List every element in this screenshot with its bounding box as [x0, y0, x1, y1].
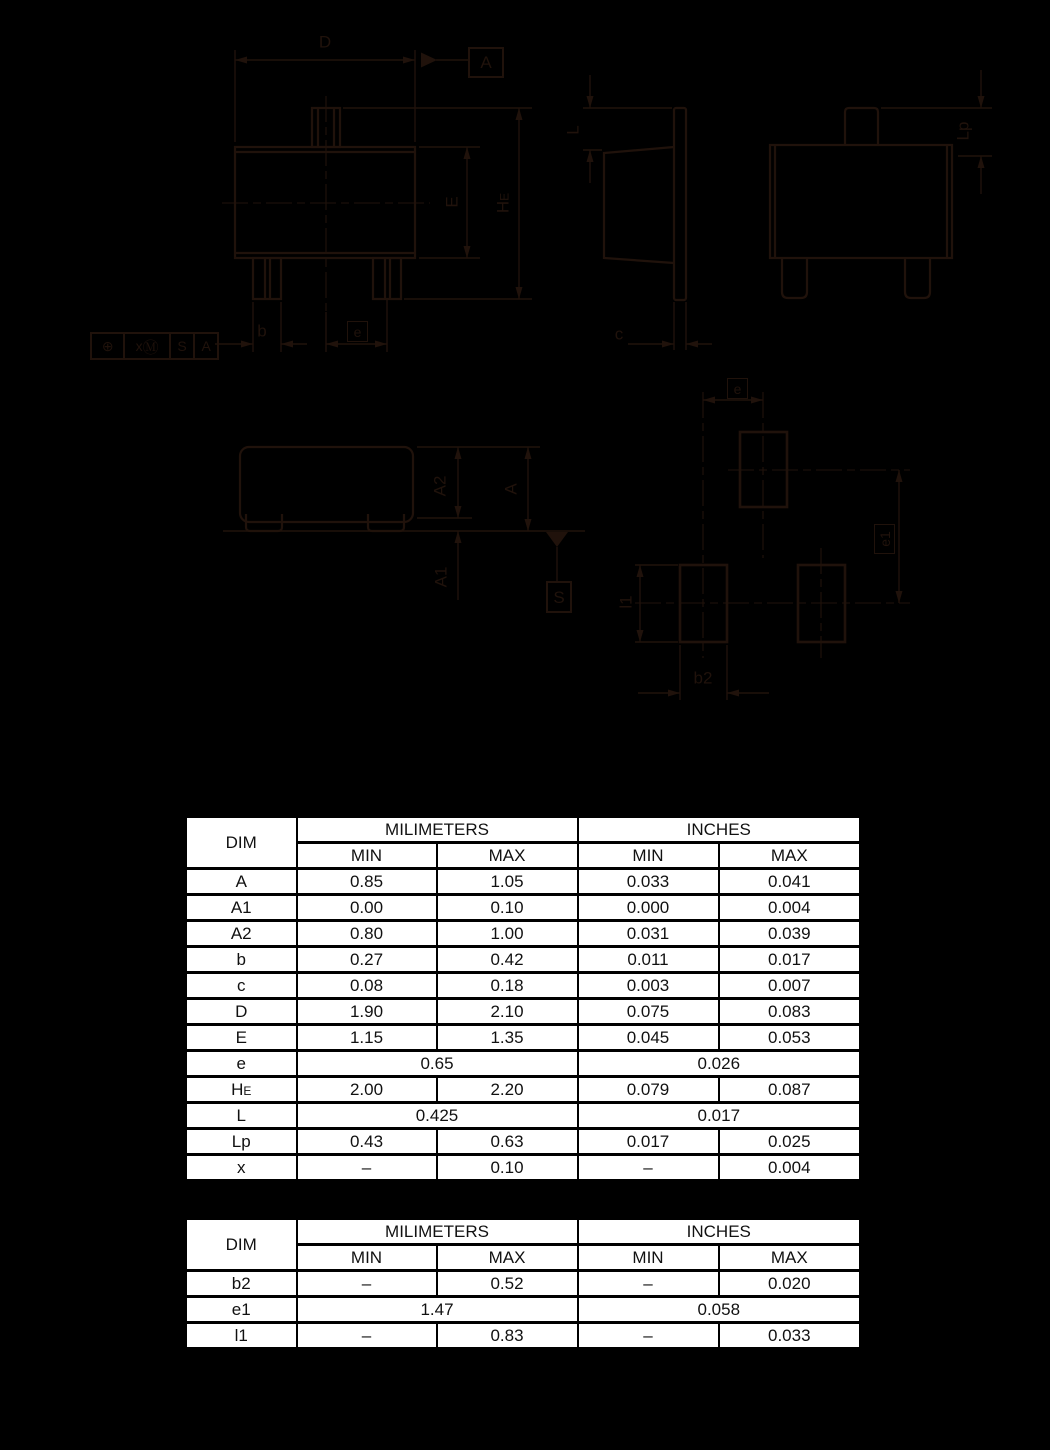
- table-header-row: [186, 1219, 861, 1245]
- dim-label-a1: A1: [431, 566, 451, 588]
- fcf-datum-a: A: [193, 334, 217, 358]
- header-dim: DIM: [186, 1219, 297, 1271]
- table-row: Lp 0.43 0.63 0.017 0.025: [186, 1129, 861, 1155]
- table-row: c 0.08 0.18 0.003 0.007: [186, 973, 861, 999]
- dim-label-e-body: E: [442, 196, 462, 208]
- header-mm-min: MIN: [297, 843, 437, 869]
- dim-label-d: D: [318, 32, 332, 52]
- dimension-table-2: [184, 1217, 862, 1350]
- datum-a-box: [468, 47, 504, 78]
- header-in-min: MIN: [578, 1245, 719, 1271]
- dim-label-b2: b2: [693, 668, 713, 688]
- front-view-right-lead: [905, 258, 930, 298]
- table-row: A 0.85 1.05 0.033 0.041: [186, 869, 861, 895]
- dim-label-l1: l1: [616, 595, 636, 609]
- header-inches: INCHES: [578, 817, 861, 843]
- mmc-modifier-icon: Ⓜ: [142, 339, 159, 357]
- table-row: l1 – 0.83 – 0.033: [186, 1323, 861, 1349]
- front-view-left-lead: [782, 258, 807, 298]
- datum-a-arrow-icon: [421, 53, 437, 68]
- front-view-body: [770, 145, 952, 258]
- dim-label-e-pitch-box: e: [347, 321, 368, 342]
- header-inches: INCHES: [578, 1219, 861, 1245]
- table-row: L 0.425 0.017: [186, 1103, 861, 1129]
- fcf-datum-s: S: [169, 334, 194, 358]
- tolerance-value: x Ⓜ: [123, 334, 168, 358]
- table-row: b 0.27 0.42 0.011 0.017: [186, 947, 861, 973]
- header-mm-min: MIN: [297, 1245, 437, 1271]
- header-mm-max: MAX: [437, 843, 578, 869]
- header-mm-max: MAX: [437, 1245, 578, 1271]
- header-millimeters: MILIMETERS: [297, 817, 578, 843]
- datum-a-label: A: [480, 53, 492, 72]
- header-millimeters: MILIMETERS: [297, 1219, 578, 1245]
- table-header-row: [186, 817, 861, 843]
- side-view-body: [604, 147, 674, 263]
- table-row: A1 0.00 0.10 0.000 0.004: [186, 895, 861, 921]
- dim-label-a: A: [501, 483, 521, 495]
- table-row: E 1.15 1.35 0.045 0.053: [186, 1025, 861, 1051]
- dim-label-l: L: [563, 125, 583, 135]
- table-row: A2 0.80 1.00 0.031 0.039: [186, 921, 861, 947]
- elevation-body: [240, 447, 413, 522]
- feature-control-frame: [90, 332, 219, 360]
- dimension-table-2-panel: [184, 1217, 860, 1350]
- position-tolerance-icon: ⊕: [101, 337, 114, 354]
- side-view-lead-plate: [674, 108, 686, 300]
- top-view-left-lead: [253, 258, 281, 299]
- top-view-right-lead: [373, 258, 401, 299]
- table-row: D 1.90 2.10 0.075 0.083: [186, 999, 861, 1025]
- dimension-table-1: [184, 815, 862, 1182]
- header-in-min: MIN: [578, 843, 719, 869]
- header-in-max: MAX: [719, 1245, 861, 1271]
- table-row: e 0.65 0.026: [186, 1051, 861, 1077]
- seating-plane-icon: [546, 532, 568, 547]
- table-row: e1 1.47 0.058: [186, 1297, 861, 1323]
- front-view-center-lead: [845, 108, 878, 145]
- table-row: b2 – 0.52 – 0.020: [186, 1271, 861, 1297]
- dim-label-lp: Lp: [953, 121, 973, 141]
- header-dim: DIM: [186, 817, 297, 869]
- dim-label-he: HE: [493, 192, 513, 214]
- dim-label-a2: A2: [430, 475, 450, 497]
- header-in-max: MAX: [719, 843, 861, 869]
- footprint-e-box: e: [727, 378, 748, 399]
- table-row: HE 2.00 2.20 0.079 0.087: [186, 1077, 861, 1103]
- footprint-e1-box: e1: [874, 524, 895, 554]
- table-row: x – 0.10 – 0.004: [186, 1155, 861, 1181]
- dimension-table-1-panel: [184, 815, 860, 1182]
- dim-label-c: c: [614, 324, 624, 344]
- seating-datum-s-box: S: [546, 581, 572, 613]
- dim-label-b: b: [257, 321, 267, 341]
